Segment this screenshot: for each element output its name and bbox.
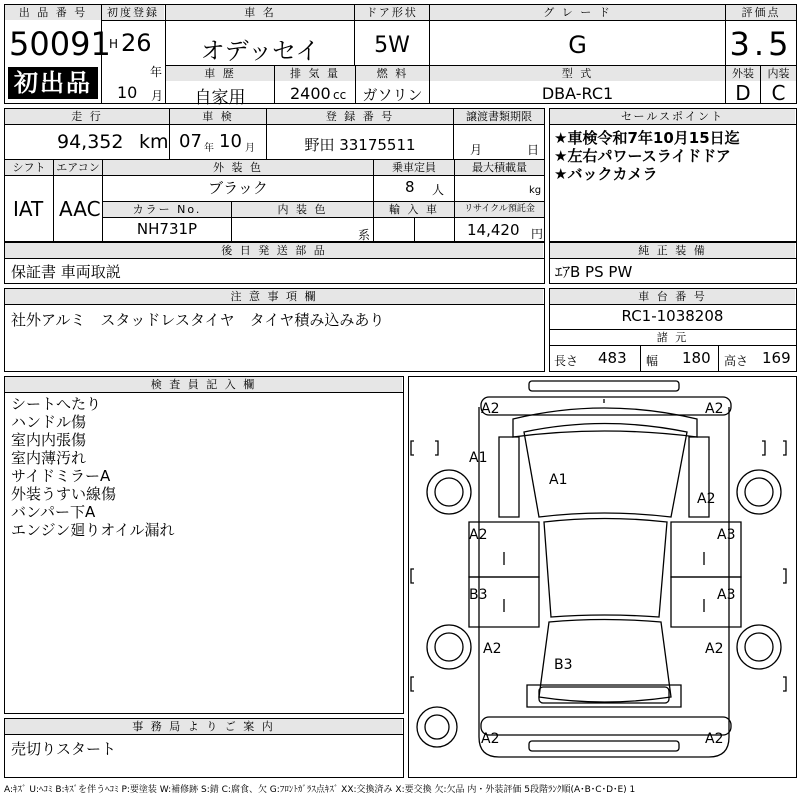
transfer-label: 譲渡書類期限 [454, 109, 544, 124]
inspector-item: 室内薄汚れ [11, 449, 87, 467]
inspection-year: 07 [179, 131, 202, 152]
damage-mark: A2 [469, 527, 488, 543]
displacement-unit: cc [333, 88, 347, 102]
width-label: 幅 [646, 354, 659, 368]
inspector-label: 検 査 員 記 入 欄 [5, 377, 402, 392]
month-unit: 月 [151, 89, 164, 103]
chassis-number: RC1-1038208 [621, 307, 724, 325]
first-sale-badge: 初出品 [8, 67, 98, 99]
damage-mark: A2 [697, 491, 716, 507]
inspector-item: バンパー下A [11, 503, 96, 521]
model: DBA-RC1 [541, 84, 614, 103]
inspector-list [11, 395, 175, 539]
sales-point-item: ★左右パワースライドドア [554, 147, 731, 165]
registration-label: 登 録 番 号 [267, 109, 453, 124]
inspector-item: ハンドル傷 [11, 413, 87, 431]
fuel-label: 燃 料 [356, 66, 429, 81]
model-label: 型 式 [430, 66, 725, 81]
capacity-label: 乗車定員 [374, 160, 454, 175]
interior-label: 内装 [761, 66, 796, 81]
damage-mark: A2 [705, 641, 724, 657]
later-parts-label: 後 日 発 送 部 品 [5, 243, 543, 258]
color-label: 外 装 色 [103, 160, 373, 175]
door-type: 5W [374, 33, 410, 58]
grade: G [568, 31, 587, 59]
displacement-label: 排 気 量 [275, 66, 355, 81]
width-value: 180 [682, 349, 711, 367]
mileage-unit: km [139, 131, 169, 153]
inspection-label: 車 検 [170, 109, 266, 124]
import-label: 輸 入 車 [374, 202, 454, 217]
era-prefix: H [109, 37, 119, 51]
transfer-day-unit: 日 [527, 143, 540, 157]
equipment-label: 純 正 装 備 [550, 243, 795, 258]
car-name: オデッセイ [200, 37, 320, 65]
office-box [4, 718, 404, 778]
office-label: 事 務 局 よ り ご 案 内 [5, 719, 402, 734]
damage-mark: A2 [705, 401, 724, 417]
later-parts-value: 保証書 車両取説 [11, 263, 121, 281]
notes-value: 社外アルミ スタッドレスタイヤ タイヤ積み込みあり [11, 311, 385, 329]
lot-label: 出 品 番 号 [5, 5, 101, 20]
score: 3.5 [729, 25, 793, 63]
office-value: 売切りスタート [11, 740, 117, 758]
color-no: NH731P [136, 220, 198, 238]
sales-points-list [554, 129, 740, 183]
load-label: 最大積載量 [455, 160, 544, 175]
aircon-label: エアコン [54, 160, 102, 175]
inspector-item: エンジン廻りオイル漏れ [11, 521, 175, 539]
recycle-unit: 円 [531, 227, 544, 241]
shift-label: シフト [5, 160, 53, 175]
inspector-item: 外装うすい線傷 [11, 485, 117, 503]
inspector-item: サイドミラーA [11, 467, 111, 485]
inspector-item: シートへたり [11, 395, 102, 413]
exterior-label: 外装 [726, 66, 760, 81]
legend: A:ｷｽﾞ U:ﾍｺﾐ B:ｷｽﾞを伴うﾍｺﾐ P:要塗装 W:補修跡 S:錆 C:腐食、欠 G:ﾌﾛﾝﾄｶﾞﾗｽ点ｷｽﾞ XX:交換済み X:要交換 欠:欠品 内・外装評価 5段階ﾗﾝｸ順(A･B･C･D･E) 1 [4, 785, 636, 795]
displacement: 2400 [290, 84, 331, 103]
color-no-label: カラー No. [103, 202, 231, 217]
equipment-value: ｴｱB PS PW [555, 263, 633, 281]
car-diagram [409, 377, 795, 776]
chassis-label: 車 台 番 号 [550, 289, 795, 304]
history: 自家用 [194, 88, 246, 108]
height-value: 169 [762, 349, 791, 367]
inspection-year-unit: 年 [204, 143, 214, 154]
first-reg-label: 初度登録 [102, 5, 164, 20]
damage-mark: A2 [483, 641, 502, 657]
length-value: 483 [598, 349, 627, 367]
recycle-label: リサイクル預託金 [455, 202, 544, 217]
color: ブラック [208, 179, 268, 197]
inspector-item: 室内内張傷 [11, 431, 87, 449]
first-reg-year: 26 [121, 29, 152, 57]
grade-label: グ レ ー ド [430, 5, 725, 20]
fuel: ガソリン [362, 86, 423, 104]
damage-mark: A1 [549, 472, 568, 488]
exterior-grade: D [735, 81, 751, 105]
damage-mark: A2 [481, 401, 500, 417]
damage-mark: A1 [469, 450, 488, 466]
interior-color-label: 内 装 色 [232, 202, 373, 217]
door-label: ドア形状 [355, 5, 429, 20]
dims-label: 諸 元 [550, 330, 795, 345]
load-unit: kg [529, 185, 542, 196]
header-table [4, 4, 797, 108]
height-label: 高さ [724, 354, 749, 368]
shift: IAT [13, 197, 44, 221]
history-label: 車 歴 [166, 66, 274, 81]
damage-diagram-box [408, 376, 797, 778]
sales-points-box [549, 108, 797, 242]
damage-mark: A2 [705, 731, 724, 747]
aircon: AAC [59, 197, 101, 221]
sales-point-item: ★車検令和7年10月15日迄 [554, 129, 740, 147]
mileage: 94,352 [57, 131, 124, 153]
recycle: 14,420 [467, 221, 520, 239]
car-name-label: 車 名 [166, 5, 354, 20]
damage-mark: A3 [717, 587, 736, 603]
mileage-label: 走 行 [5, 109, 169, 124]
equipment-box [549, 242, 797, 284]
year-unit: 年 [150, 65, 163, 79]
interior-grade: C [771, 81, 786, 105]
vehicle-info-table [4, 108, 545, 242]
damage-mark: B3 [554, 657, 573, 673]
later-parts-box [4, 242, 545, 284]
damage-mark: A3 [717, 527, 736, 543]
sales-point-item: ★バックカメラ [554, 165, 658, 183]
capacity-unit: 人 [432, 183, 445, 197]
inspection-month-unit: 月 [245, 143, 255, 154]
notes-box [4, 288, 545, 372]
chassis-box [549, 288, 797, 372]
sales-points-label: セールスポイント [550, 109, 795, 124]
damage-mark: B3 [469, 587, 488, 603]
score-label: 評価点 [726, 5, 796, 20]
length-label: 長さ [554, 354, 579, 368]
inspection-month: 10 [219, 131, 242, 152]
notes-label: 注 意 事 項 欄 [5, 289, 543, 304]
registration: 野田 33175511 [304, 136, 416, 154]
lot-number: 50091 [9, 25, 111, 63]
damage-mark: A2 [481, 731, 500, 747]
interior-color-unit: 系 [358, 228, 371, 242]
first-reg-month: 10 [117, 83, 138, 102]
capacity: 8 [405, 178, 415, 196]
transfer-month-unit: 月 [470, 143, 483, 157]
inspector-box [4, 376, 404, 714]
